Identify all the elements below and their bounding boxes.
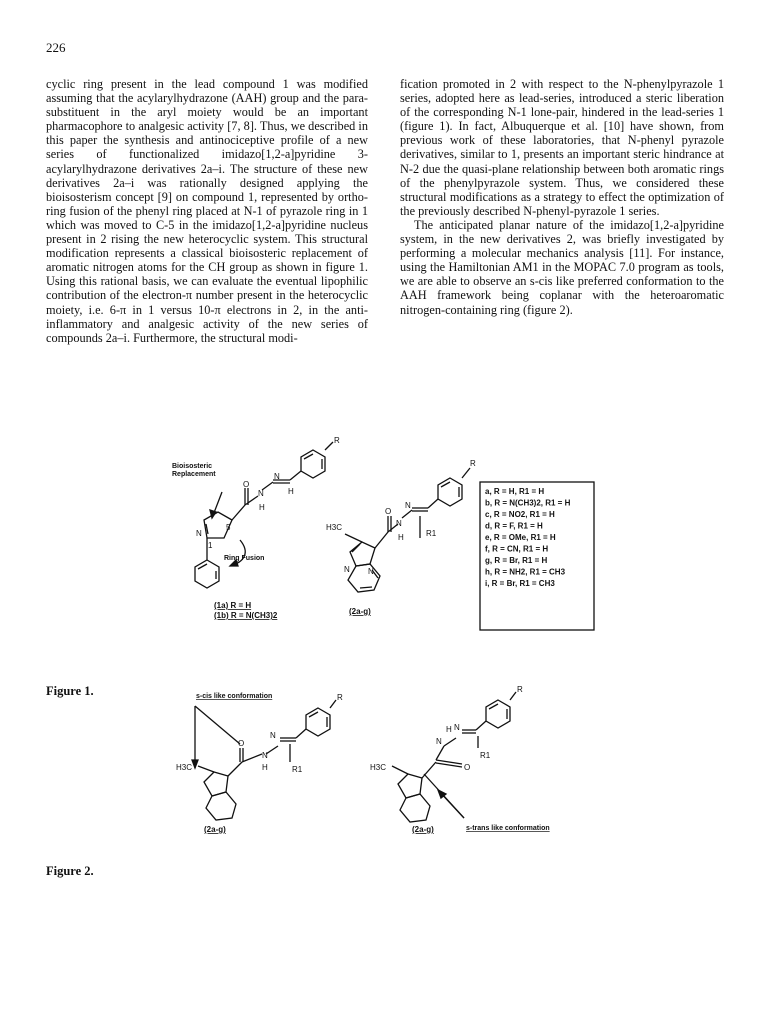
new-atom-r: R xyxy=(470,459,476,468)
legend-entry: f, R = CN, R1 = H xyxy=(485,544,549,554)
right-paragraph-1: fication promoted in 2 with respect to the N-phenylpyrazole 1 series, adopted here as lead-series, introduced a steric liberation of the corresponding N-1 lone-pair, hindered in the lead-series 1 (figure 1). In fact, Albuquerque et al. [10] have shown, from previous work of these laboratories, that N-phenyl pyrazole derivatives, similar to 1, presents an important steric hindrance at N-2 due the quasi-plane relationship between both aromatic rings of the phenylpyrazole system. Thus, we considered these structural modifications as a strategy to effect the optimization of the previously described N-phenyl-pyrazole 1 series. xyxy=(400,77,724,218)
scis-atom-h3c: H3C xyxy=(176,763,193,772)
legend-entry: i, R = Br, R1 = CH3 xyxy=(485,579,555,588)
ring-fusion-label: Ring Fusion xyxy=(224,555,265,562)
lead-atom-nh: N xyxy=(258,489,264,498)
figure-2-caption: Figure 2. xyxy=(46,864,94,878)
page-number: 226 xyxy=(46,40,66,55)
strans-atom-h: H xyxy=(446,725,452,734)
scis-atom-r: R xyxy=(337,693,343,702)
legend-entry: c, R = NO2, R1 = H xyxy=(485,510,555,519)
strans-atom-h3c: H3C xyxy=(370,763,387,772)
lead-compound-a: (1a) R = H xyxy=(214,601,252,610)
legend-entry: a, R = H, R1 = H xyxy=(485,487,545,496)
scis-label: s-cis like conformation xyxy=(196,693,273,700)
new-atom-n-ring: N xyxy=(344,565,350,574)
bioisosteric-label: Bioisosteric xyxy=(172,463,213,470)
legend-entry: e, R = OMe, R1 = H xyxy=(485,533,556,542)
lead-atom-5: 5 xyxy=(226,523,231,532)
right-column xyxy=(400,77,724,317)
right-paragraph-2: The anticipated planar nature of the imidazo[1,2-a]pyridine system, in the new derivatives 2, was briefly investigated by performing a molecular mechanics analysis [11]. For instance, using the Hamiltonian AM1 in the MOPAC 7.0 program as tools, we are able to observe an s-cis like preferred conformation to the AAH framework being coplanar with the heteroaromatic nitrogen-containing ring (figure 2). xyxy=(400,217,724,317)
strans-pyridine-ring xyxy=(400,794,430,822)
lead-atom-r: R xyxy=(334,436,340,445)
new-atom-nh: N xyxy=(396,519,402,528)
lead-atom-n2: N xyxy=(196,529,202,538)
strans-atom-n: N xyxy=(454,723,460,732)
new-atom-n-bridge: N xyxy=(368,567,374,576)
scis-atom-o: O xyxy=(238,739,245,748)
legend-entry: b, R = N(CH3)2, R1 = H xyxy=(485,498,571,508)
lead-atom-o: O xyxy=(243,480,250,489)
new-atom-r1: R1 xyxy=(426,529,437,538)
scis-atom-n: N xyxy=(270,731,276,740)
replacement-label: Replacement xyxy=(172,471,216,478)
new-atom-n: N xyxy=(405,501,411,510)
left-column xyxy=(46,77,368,345)
strans-atom-r: R xyxy=(517,686,523,694)
lead-atom-n: N xyxy=(274,472,280,481)
lead-atom-n1: 1 xyxy=(208,541,213,550)
legend-entry: d, R = F, R1 = H xyxy=(485,521,543,531)
figure-1-scheme xyxy=(0,430,768,650)
lead-compound-b: (1b) R = N(CH3)2 xyxy=(214,611,278,620)
new-atom-o: O xyxy=(385,507,392,516)
left-paragraph: cyclic ring present in the lead compound 1 was modified assuming that the acylarylhydrazone (AAH) group and the para-substituent in the aryl moiety would be an important pharmacophore to analgesic activity [7, 8]. Thus, we described in this paper the synthesis and antinociceptive profile of a new series of functionalized imidazo[1,2-a]pyridine 3-acylarylhydrazone derivatives 2a–i. The structure of these new derivatives 2a–i was rationally designed applying the bioisosterism concept [9] on compound 1, represented by ortho-ring fusion of the phenyl ring placed at N-1 of pyrazole ring in 1 which was moved to C-5 in the imidazo[1,2-a]pyridine nucleus present in 2 rising the new heterocyclic system. This structural modification represents a classical bioisosteric replacement of aromatic nitrogen atoms for the CH group as shown in figure 1. Using this rational basis, we can evaluate the eventual lipophilic contribution of the electron-π number present in the heterocyclic moiety, i.e. 6-π in 1 versus 10-π electrons in 2, in the anti-inflammatory and analgesic activity of the new series of compounds 2a–i. Furthermore, the structural modi- xyxy=(46,77,368,345)
scis-compound-label: (2a-g) xyxy=(204,825,226,834)
strans-atom-o: O xyxy=(464,763,471,772)
lead-atom-h: H xyxy=(288,487,294,496)
figure-1-caption: Figure 1. xyxy=(46,684,94,698)
figure-2-scheme xyxy=(0,686,768,846)
strans-compound-label: (2a-g) xyxy=(412,825,434,834)
strans-label: s-trans like conformation xyxy=(466,825,550,832)
imidazole-ring xyxy=(350,542,375,566)
substituent-legend xyxy=(485,487,571,588)
lead-atom-h2: H xyxy=(259,503,265,512)
scis-atom-nh: N xyxy=(262,751,268,760)
new-atom-h3c: H3C xyxy=(326,523,343,532)
legend-entry: h, R = NH2, R1 = CH3 xyxy=(485,567,566,577)
scis-pyridine-ring xyxy=(206,792,236,820)
new-compound-label: (2a-g) xyxy=(349,607,371,616)
strans-atom-r1: R1 xyxy=(480,751,491,760)
legend-entry: g, R = Br, R1 = H xyxy=(485,556,548,565)
scis-atom-h: H xyxy=(262,763,268,772)
new-atom-h: H xyxy=(398,533,404,542)
scis-atom-r1: R1 xyxy=(292,765,303,774)
strans-atom-nh: N xyxy=(436,737,442,746)
